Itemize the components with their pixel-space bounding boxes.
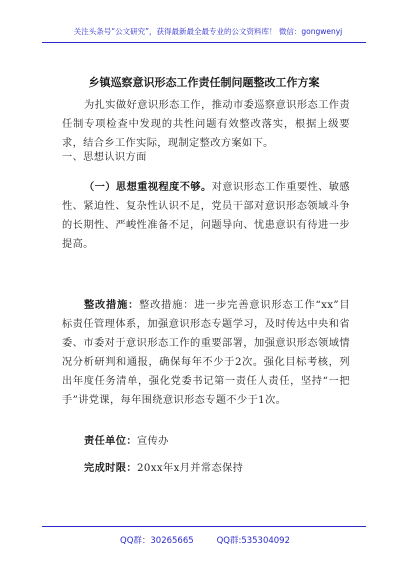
unit-value: 宣传办: [136, 436, 169, 447]
item-label: （一）思想重视程度不够。: [84, 182, 212, 193]
measures-text: 整改措施：进一步完善意识形态工作“xx”目标责任管理体系，加强意识形态专题学习，及时传达中央和省委、市委对于意识形态工作的重要部署，加强意识形态领域情况分析研判和通报，确保每年不少于2次。强化目标考核，列出年度任务清单，强化党委书记第一责任人责任，坚持“一把手”讲党课，每年围绕意识形态专题不少于1次。: [62, 300, 351, 406]
header-divider: [42, 42, 366, 43]
section-heading: 一、思想认识方面: [62, 152, 147, 163]
footer-divider: [42, 526, 366, 527]
deadline: [62, 459, 350, 478]
item-text: 对意识形态工作重要性、敏感性、紧迫性、复杂性认识不足，党员干部对意识形态领域斗争的长期性、严峻性准备不足，问题导向、忧患意识有待进一步提高。: [62, 182, 350, 250]
item-paragraph: [62, 178, 350, 254]
document-title: 乡镇巡察意识形态工作责任制问题整改工作方案: [88, 76, 320, 89]
measures-label: 整改措施：: [84, 300, 140, 311]
qq-group-1: QQ群：30265665: [120, 536, 194, 546]
responsible-unit: [62, 432, 350, 451]
measures-paragraph: [62, 296, 350, 410]
header-banner: 关注头条号“公文研究”，获得最新最全最专业的公文资料库！ 微信：gongwenyj: [73, 27, 343, 36]
deadline-label: 完成时限：: [84, 463, 137, 474]
footer-banner: [120, 534, 290, 546]
qq-group-2: QQ群:535304092: [216, 536, 290, 546]
deadline-value: 20xx年x月并常态保持: [136, 463, 244, 474]
unit-label: 责任单位：: [84, 436, 137, 447]
intro-paragraph: 为扎实做好意识形态工作，推动市委巡察意识形态工作责任制专项检查中发现的共性问题有效整改落实，根据上级要求，结合乡工作实际，现制定整改方案如下。: [62, 100, 350, 149]
